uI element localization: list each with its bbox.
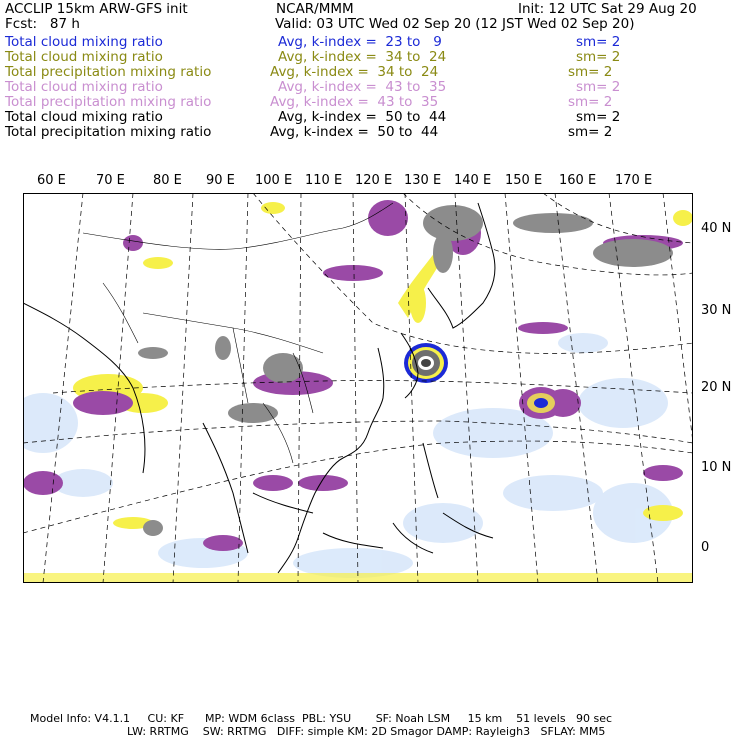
lon-label-170e: 170 E	[615, 173, 653, 188]
field-name-2: Total cloud mixing ratio	[5, 49, 163, 65]
lon-label-150e: 150 E	[505, 173, 543, 188]
lat-label-20n: 20 N	[701, 380, 732, 395]
field-sm-4: sm= 2	[576, 79, 621, 95]
field-sm-7: sm= 2	[568, 124, 613, 140]
field-avg-3: Avg, k-index = 34 to 24	[270, 64, 439, 80]
lon-label-80e: 80 E	[153, 173, 182, 188]
lat-label-0: 0	[701, 540, 710, 555]
init-time: Init: 12 UTC Sat 29 Aug 20	[518, 1, 697, 17]
field-sm-3: sm= 2	[568, 64, 613, 80]
lon-label-130e: 130 E	[404, 173, 442, 188]
model-title: ACCLIP 15km ARW-GFS init	[5, 1, 188, 17]
tropical-storm-feature	[519, 387, 563, 419]
field-name-6: Total cloud mixing ratio	[5, 109, 163, 125]
lon-label-90e: 90 E	[206, 173, 235, 188]
lon-label-70e: 70 E	[96, 173, 125, 188]
lon-label-160e: 160 E	[559, 173, 597, 188]
field-avg-1: Avg, k-index = 23 to 9	[278, 34, 442, 50]
lat-label-40n: 40 N	[701, 221, 732, 236]
field-name-1: Total cloud mixing ratio	[5, 34, 163, 50]
lon-label-100e: 100 E	[255, 173, 293, 188]
lon-label-120e: 120 E	[355, 173, 393, 188]
field-name-4: Total cloud mixing ratio	[5, 79, 163, 95]
field-avg-6: Avg, k-index = 50 to 44	[278, 109, 447, 125]
forecast-hour: Fcst: 87 h	[5, 16, 80, 32]
field-sm-1: sm= 2	[576, 34, 621, 50]
field-sm-2: sm= 2	[576, 49, 621, 65]
field-name-5: Total precipitation mixing ratio	[5, 94, 212, 110]
lon-label-140e: 140 E	[454, 173, 492, 188]
field-avg-4: Avg, k-index = 43 to 35	[278, 79, 447, 95]
field-avg-7: Avg, k-index = 50 to 44	[270, 124, 439, 140]
valid-time: Valid: 03 UTC Wed 02 Sep 20 (12 JST Wed 02 Sep 20)	[275, 16, 635, 32]
field-avg-5: Avg, k-index = 43 to 35	[270, 94, 439, 110]
field-sm-5: sm= 2	[568, 94, 613, 110]
field-name-7: Total precipitation mixing ratio	[5, 124, 212, 140]
organization: NCAR/MMM	[276, 1, 354, 17]
field-avg-2: Avg, k-index = 34 to 24	[278, 49, 447, 65]
lon-label-60e: 60 E	[37, 173, 66, 188]
model-info-line-1: Model Info: V4.1.1 CU: KF MP: WDM 6class PBL: YSU SF: Noah LSM 15 km 51 levels 90 sec	[30, 712, 613, 725]
map-panel	[23, 193, 693, 583]
field-sm-6: sm= 2	[576, 109, 621, 125]
model-info-line-2: LW: RRTMG SW: RRTMG DIFF: simple KM: 2D Smagor DAMP: Rayleigh3 SFLAY: MM5	[127, 725, 606, 738]
lat-label-10n: 10 N	[701, 460, 732, 475]
field-name-3: Total precipitation mixing ratio	[5, 64, 212, 80]
lat-label-30n: 30 N	[701, 303, 732, 318]
lon-label-110e: 110 E	[305, 173, 343, 188]
